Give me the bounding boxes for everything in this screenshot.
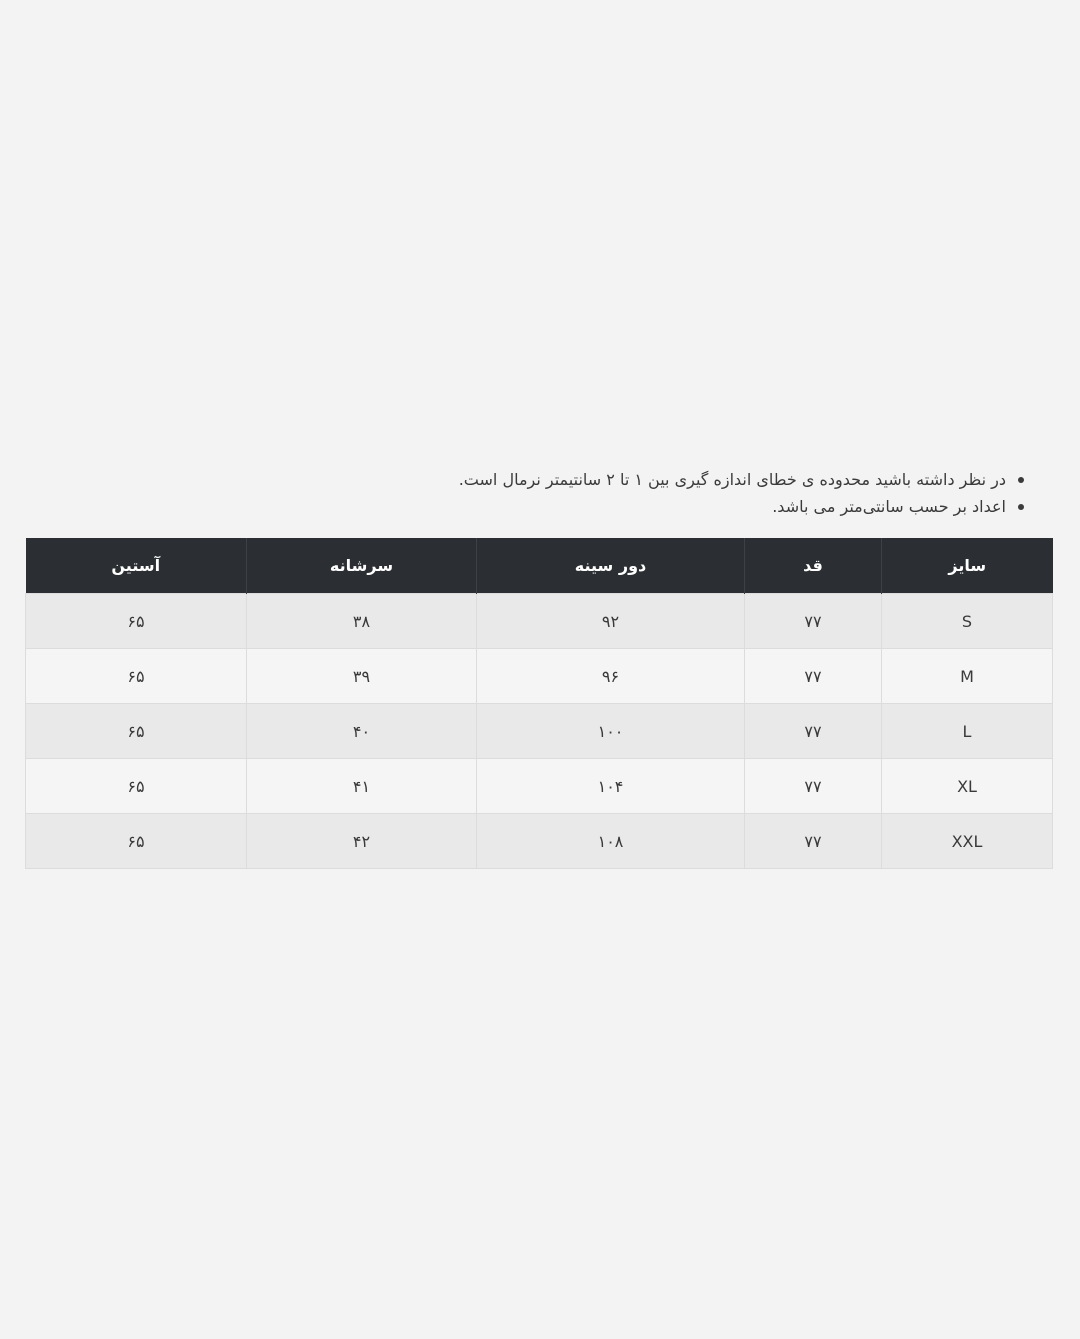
cell-chest: ۱۰۴ — [477, 759, 745, 814]
cell-chest: ۹۶ — [477, 649, 745, 704]
table-row — [26, 594, 1053, 649]
cell-shoulder: ۴۱ — [247, 759, 477, 814]
cell-sleeve: ۶۵ — [26, 649, 247, 704]
table-row — [26, 759, 1053, 814]
cell-chest: ۹۲ — [477, 594, 745, 649]
cell-shoulder: ۳۸ — [247, 594, 477, 649]
cell-sleeve: ۶۵ — [26, 759, 247, 814]
header-shoulder: سرشانه — [247, 538, 477, 594]
size-notes-list — [328, 466, 1028, 520]
header-size: سایز — [882, 538, 1053, 594]
note-item — [328, 493, 1028, 520]
note-text: اعداد بر حسب سانتی‌متر می باشد. — [772, 497, 1006, 516]
cell-height: ۷۷ — [745, 759, 882, 814]
size-chart-table — [25, 538, 1053, 869]
cell-height: ۷۷ — [745, 704, 882, 759]
bullet-icon — [1018, 504, 1024, 510]
cell-shoulder: ۴۲ — [247, 814, 477, 869]
cell-height: ۷۷ — [745, 649, 882, 704]
table-row — [26, 704, 1053, 759]
cell-size: L — [882, 704, 1053, 759]
table-row — [26, 649, 1053, 704]
cell-size: XXL — [882, 814, 1053, 869]
cell-height: ۷۷ — [745, 814, 882, 869]
cell-height: ۷۷ — [745, 594, 882, 649]
cell-size: XL — [882, 759, 1053, 814]
header-height: قد — [745, 538, 882, 594]
cell-shoulder: ۴۰ — [247, 704, 477, 759]
header-chest: دور سینه — [477, 538, 745, 594]
note-text: در نظر داشته باشید محدوده ی خطای اندازه گیری بین ۱ تا ۲ سانتیمتر نرمال است. — [458, 470, 1006, 489]
cell-shoulder: ۳۹ — [247, 649, 477, 704]
cell-sleeve: ۶۵ — [26, 704, 247, 759]
cell-chest: ۱۰۸ — [477, 814, 745, 869]
table-row — [26, 814, 1053, 869]
cell-size: S — [882, 594, 1053, 649]
cell-size: M — [882, 649, 1053, 704]
note-item — [328, 466, 1028, 493]
cell-sleeve: ۶۵ — [26, 814, 247, 869]
cell-sleeve: ۶۵ — [26, 594, 247, 649]
bullet-icon — [1018, 477, 1024, 483]
header-sleeve: آستین — [26, 538, 247, 594]
table-header-row — [26, 538, 1053, 594]
cell-chest: ۱۰۰ — [477, 704, 745, 759]
